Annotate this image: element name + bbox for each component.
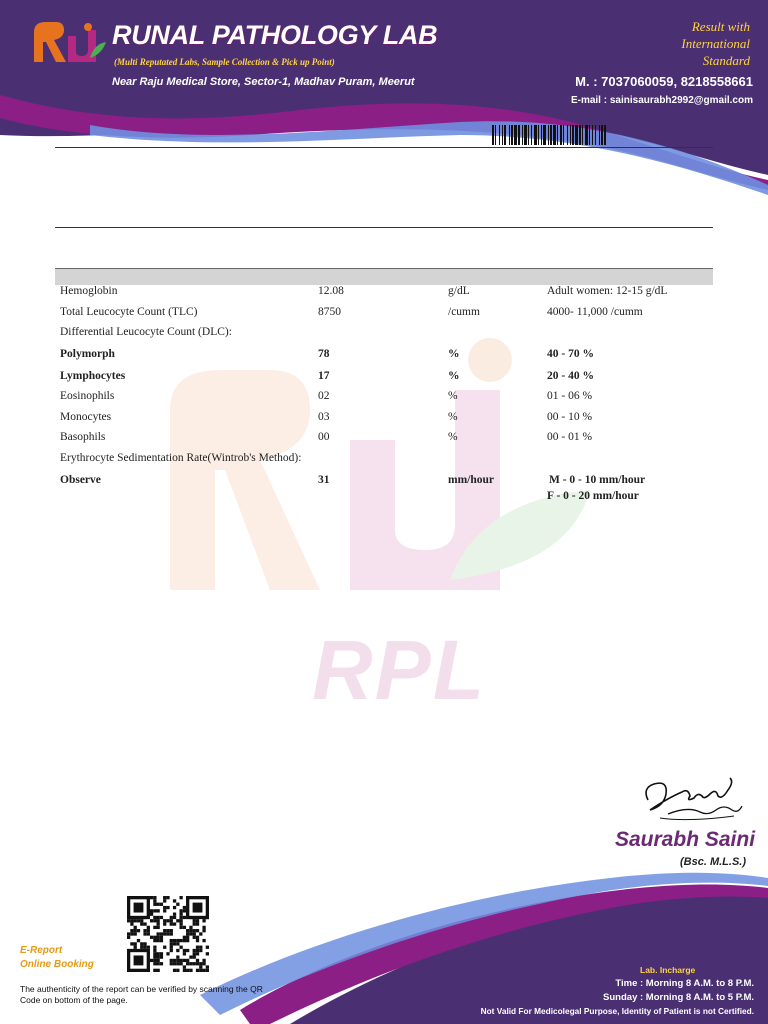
test-name: Observe bbox=[60, 474, 101, 486]
contact-mobile: M. : 7037060059, 8218558661 bbox=[575, 74, 753, 89]
test-value: 17 bbox=[318, 370, 330, 382]
result-line-3: Standard bbox=[702, 53, 750, 68]
test-value: 8750 bbox=[318, 306, 341, 318]
lab-logo-icon bbox=[30, 18, 108, 68]
signer-qualification: (Bsc. M.L.S.) bbox=[680, 856, 747, 868]
test-range: 4000- 11,000 /cumm bbox=[547, 306, 643, 318]
disclaimer: Not Valid For Medicolegal Purpose, Identity of Patient is not Certified. bbox=[480, 1006, 754, 1016]
qr-code-icon bbox=[127, 896, 209, 972]
watermark-text: RPL bbox=[312, 623, 486, 717]
test-unit: g/dL bbox=[448, 285, 470, 297]
test-value: 12.08 bbox=[318, 285, 344, 297]
test-value: 78 bbox=[318, 348, 330, 360]
test-name: Monocytes bbox=[60, 411, 112, 423]
test-name: Lymphocytes bbox=[60, 370, 126, 382]
test-name: Eosinophils bbox=[60, 390, 115, 402]
test-unit: /cumm bbox=[448, 306, 480, 318]
test-range: 20 - 40 % bbox=[547, 370, 594, 382]
test-value: 00 bbox=[318, 431, 330, 443]
test-range: 00 - 01 % bbox=[547, 431, 593, 443]
esr-heading: Erythrocyte Sedimentation Rate(Wintrob's Method): bbox=[60, 452, 302, 464]
test-unit: mm/hour bbox=[448, 474, 494, 486]
timing-weekday: Time : Morning 8 A.M. to 8 P.M. bbox=[615, 978, 754, 989]
lab-address: Near Raju Medical Store, Sector-1, Madhav Puram, Meerut bbox=[112, 76, 415, 88]
test-range: Adult women: 12-15 g/dL bbox=[547, 285, 668, 297]
result-line-2: International bbox=[681, 36, 750, 51]
test-range-female: F - 0 - 20 mm/hour bbox=[547, 490, 639, 502]
timing-sunday: Sunday : Morning 8 A.M. to 5 P.M. bbox=[603, 992, 754, 1003]
test-name: Basophils bbox=[60, 431, 106, 443]
test-name: Polymorph bbox=[60, 348, 115, 360]
divider-patient bbox=[55, 227, 713, 228]
test-unit: % bbox=[448, 390, 458, 402]
test-name: Total Leucocyte Count (TLC) bbox=[60, 306, 198, 318]
test-unit: % bbox=[448, 370, 460, 382]
result-line-1: Result with bbox=[691, 19, 750, 34]
test-unit: % bbox=[448, 431, 458, 443]
lab-incharge-label: Lab. Incharge bbox=[640, 965, 696, 975]
ereport-label: E-Report bbox=[20, 945, 63, 956]
test-unit: % bbox=[448, 348, 460, 360]
lab-tagline: (Multi Reputated Labs, Sample Collection & Pick up Point) bbox=[114, 57, 335, 67]
online-booking-label: Online Booking bbox=[20, 959, 94, 970]
test-unit: % bbox=[448, 411, 458, 423]
test-value: 02 bbox=[318, 390, 330, 402]
test-range: 01 - 06 % bbox=[547, 390, 593, 402]
test-range-male: M - 0 - 10 mm/hour bbox=[549, 474, 646, 486]
dlc-heading: Differential Leucocyte Count (DLC): bbox=[60, 326, 232, 338]
test-range: 40 - 70 % bbox=[547, 348, 594, 360]
signature-image bbox=[638, 770, 748, 826]
ereport-note bbox=[20, 944, 94, 972]
test-value: 31 bbox=[318, 474, 330, 486]
lab-name: RUNAL PATHOLOGY LAB bbox=[112, 20, 438, 50]
authenticity-note: The authenticity of the report can be verified by scanning the QR Code on bottom of the page. bbox=[20, 984, 263, 1005]
test-value: 03 bbox=[318, 411, 330, 423]
divider-top bbox=[55, 147, 713, 148]
barcode-icon bbox=[492, 125, 714, 145]
test-range: 00 - 10 % bbox=[547, 411, 593, 423]
contact-email: E-mail : sainisaurabh2992@gmail.com bbox=[570, 95, 753, 106]
table-header-band bbox=[55, 268, 713, 285]
signer-name: Saurabh Saini bbox=[615, 828, 756, 851]
test-name: Hemoglobin bbox=[60, 285, 118, 297]
result-standard-note bbox=[640, 18, 750, 69]
